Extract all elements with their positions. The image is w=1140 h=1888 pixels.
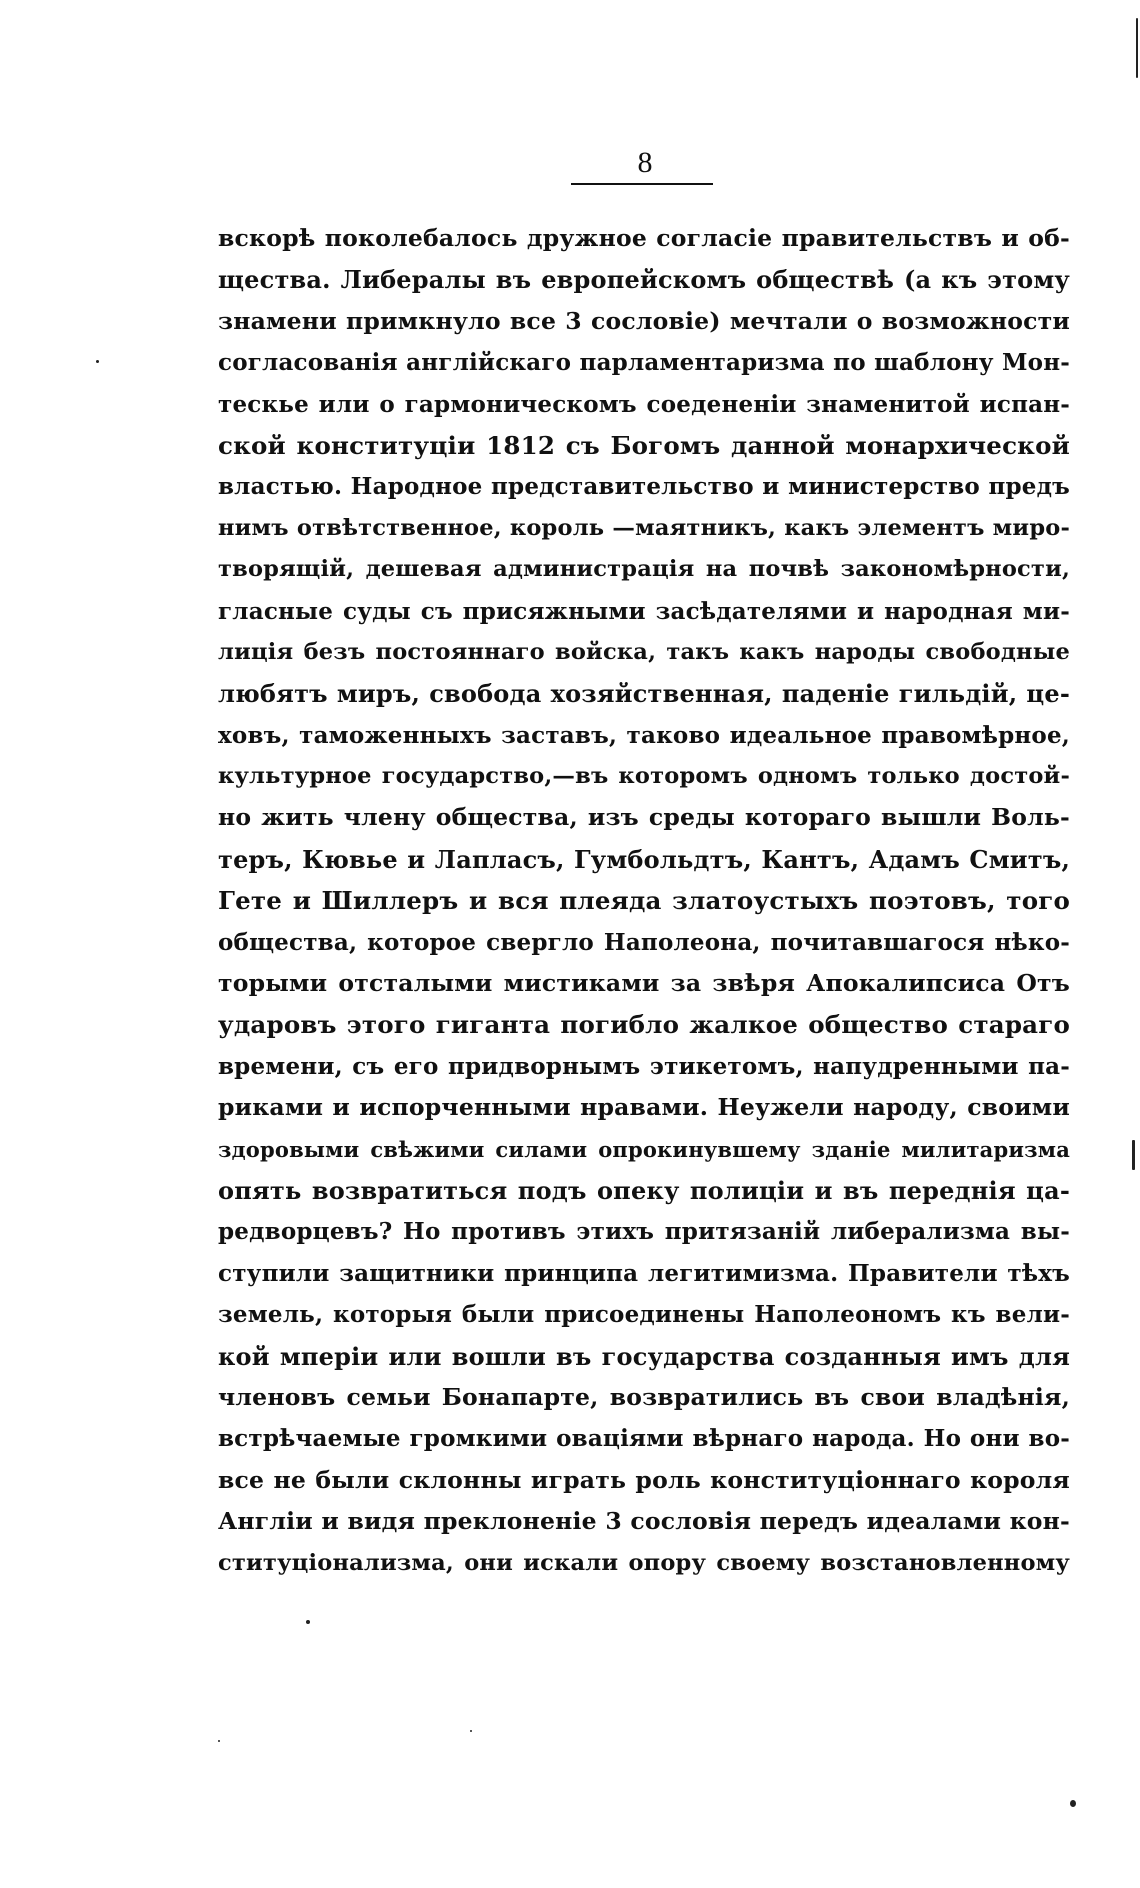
text-line: Англіи и видя преклоненіе 3 сословія передъ идеалами кон- bbox=[218, 1507, 1070, 1536]
text-line: Гете и Шиллеръ и вся плеяда златоустыхъ поэтовъ, того bbox=[218, 886, 1070, 916]
text-line: любятъ миръ, свобода хозяйственная, паденіе гильдій, це- bbox=[218, 679, 1070, 709]
text-line: теръ, Кювье и Лапласъ, Гумбольдтъ, Кантъ, Адамъ Смитъ, bbox=[218, 844, 1070, 874]
text-line: ституціонализма, они искали опору своему возстановленному bbox=[218, 1549, 1070, 1576]
text-line: членовъ семьи Бонапарте, возвратились въ свои владѣнія, bbox=[218, 1382, 1070, 1411]
page-number-rule bbox=[571, 183, 713, 185]
text-line: знамени примкнуло все 3 сословіе) мечтали о возможности bbox=[218, 306, 1070, 335]
text-line: ударовъ этого гиганта погибло жалкое общество стараго bbox=[218, 1010, 1070, 1040]
text-line: здоровыми свѣжими силами опрокинувшему зданіе милитаризма bbox=[218, 1136, 1070, 1162]
text-line: общества, которое свергло Наполеона, почитавшагося нѣко- bbox=[218, 928, 1070, 956]
text-line: нимъ отвѣтственное, король —маятникъ, какъ элементъ миро- bbox=[218, 514, 1070, 541]
scan-speck bbox=[1132, 1140, 1135, 1170]
text-line: все не были склонны играть роль конституціоннаго короля bbox=[218, 1465, 1070, 1494]
text-line: творящій, дешевая администрація на почвѣ закономѣрности, bbox=[218, 556, 1070, 583]
scan-speck bbox=[1070, 1800, 1076, 1807]
text-line: щества. Либералы въ европейскомъ обществѣ (а къ этому bbox=[218, 265, 1070, 295]
text-line: кой мперіи или вошли въ государства созданныя имъ для bbox=[218, 1341, 1070, 1371]
scan-speck bbox=[96, 360, 99, 363]
body-text bbox=[218, 218, 1070, 1584]
scan-speck bbox=[1136, 18, 1138, 78]
text-line: времени, съ его придворнымъ этикетомъ, напудренными па- bbox=[218, 1052, 1070, 1080]
text-line: лиція безъ постояннаго войска, такъ какъ народы свободные bbox=[218, 638, 1070, 665]
text-line: согласованія англійскаго парламентаризма по шаблону Мон- bbox=[218, 349, 1070, 377]
page-number: 8 bbox=[637, 146, 653, 179]
text-line: властью. Народное представительство и министерство предъ bbox=[218, 473, 1070, 501]
text-line: торыми отсталыми мистиками за звѣря Апокалипсиса Отъ bbox=[218, 969, 1070, 998]
text-line: но жить члену общества, изъ среды котораго вышли Воль- bbox=[218, 803, 1070, 832]
scan-speck bbox=[218, 1740, 220, 1742]
text-line: встрѣчаемые громкими оваціями вѣрнаго народа. Но они во- bbox=[218, 1425, 1070, 1453]
text-line: редворцевъ? Но противъ этихъ притязаній либерализма вы- bbox=[218, 1218, 1070, 1246]
text-line: опять возвратиться подъ опеку полиціи и въ переднія ца- bbox=[218, 1175, 1070, 1205]
text-line: культурное государство,—въ которомъ одномъ только достой- bbox=[218, 763, 1070, 790]
text-line: вскорѣ поколебалось дружное согласіе правительствъ и об- bbox=[218, 224, 1070, 252]
text-line: гласные суды съ присяжными засѣдателями и народная ми- bbox=[218, 597, 1070, 625]
text-line: ховъ, таможенныхъ заставъ, таково идеальное правомѣрное, bbox=[218, 721, 1070, 749]
text-line: тескье или о гармоническомъ соедененіи знаменитой испан- bbox=[218, 390, 1070, 418]
scan-speck bbox=[306, 1620, 310, 1624]
text-line: земель, которыя были присоединены Наполеономъ къ вели- bbox=[218, 1301, 1070, 1329]
scan-speck bbox=[470, 1730, 472, 1732]
text-line: ской конституціи 1812 съ Богомъ данной монархической bbox=[218, 430, 1070, 460]
text-line: ступили защитники принципа легитимизма. Правители тѣхъ bbox=[218, 1259, 1070, 1287]
text-line: риками и испорченными нравами. Неужели народу, своими bbox=[218, 1093, 1070, 1122]
